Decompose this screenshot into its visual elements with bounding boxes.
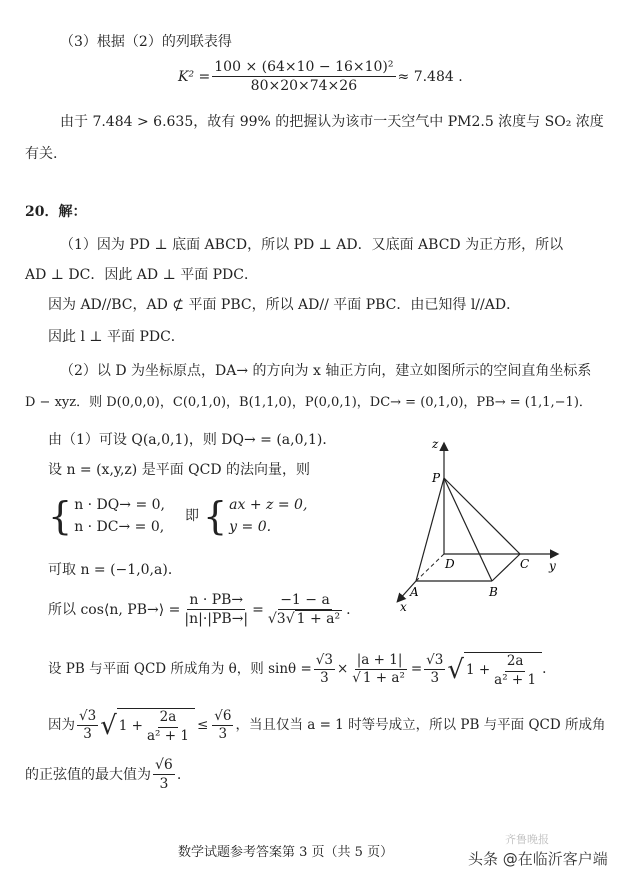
- q20-p2-line1: （2）以 D 为坐标原点，DA→ 的方向为 x 轴正方向，建立如图所示的空间直角坐标系: [60, 363, 592, 379]
- cos-lhs: 所以 cos⟨n, PB→⟩ =: [48, 601, 181, 618]
- sin-fraction-1: [314, 651, 335, 686]
- label-D: D: [445, 557, 455, 571]
- fin-fraction-3: [212, 707, 233, 742]
- fin-f1-num: √3: [77, 710, 98, 727]
- edge-BC: [492, 554, 520, 581]
- q20-p1-line3: 因为 AD//BC，AD ⊄ 平面 PBC，所以 AD// 平面 PBC．由已知得 l//AD．: [48, 297, 521, 313]
- cos-end: .: [346, 601, 351, 618]
- pyramid-figure: [392, 436, 567, 616]
- sin-f3-num: √3: [424, 654, 445, 671]
- final-line2: [25, 758, 181, 791]
- q20-p1-line2: AD ⊥ DC．因此 AD ⊥ 平面 PDC．: [25, 267, 258, 283]
- fin-l2-end: .: [176, 766, 182, 783]
- label-A: A: [410, 585, 419, 599]
- fin-radicand: [117, 708, 195, 743]
- q20-p2-line4: 设 n = (x,y,z) 是平面 QCD 的法向量，则: [48, 462, 311, 478]
- fin-l2-den: 3: [159, 776, 169, 792]
- k2-numerator: 100 × (64×10 − 16×10)²: [214, 59, 394, 75]
- k2-denominator: 80×20×74×26: [250, 78, 358, 94]
- edge-PC: [444, 478, 520, 554]
- system-eq4: y = 0.: [229, 519, 272, 535]
- sin-f4-den: a² + 1: [494, 671, 537, 688]
- fin-f3-num: √6: [212, 710, 233, 727]
- sin-fraction-3: [424, 651, 445, 686]
- system-eq1: n · DQ→ = 0,: [74, 497, 165, 513]
- faint-watermark: 齐鲁晚报: [505, 833, 549, 846]
- system-left: [74, 498, 165, 534]
- label-y: y: [549, 559, 556, 573]
- sin-equals: =: [410, 660, 423, 677]
- label-C: C: [520, 557, 530, 571]
- part3-conclusion-line2: 有关.: [25, 146, 58, 162]
- sin-f2-den-rad: 1 + a²: [362, 670, 405, 686]
- fin-f2-num: 2a: [158, 711, 179, 728]
- system-eq3: ax + z = 0,: [229, 497, 308, 513]
- system-ji: 即: [184, 508, 199, 524]
- sin-f1-num: √3: [314, 654, 335, 671]
- sin-times: ×: [336, 660, 349, 677]
- fin-in-1: 1 +: [118, 718, 143, 735]
- k2-lhs: K² =: [178, 68, 211, 85]
- cos-f2-den-b: 1 + a²: [296, 611, 341, 627]
- fin-pre: 因为: [48, 716, 75, 733]
- cos-fraction-2: [266, 593, 344, 626]
- fin-l2-num: √6: [155, 757, 173, 773]
- fin-f3-den: 3: [218, 726, 228, 742]
- part3-intro: （3）根据（2）的列联表得: [60, 34, 232, 50]
- sin-lhs: 设 PB 与平面 QCD 所成角为 θ，则 sinθ =: [48, 660, 312, 677]
- right-brace: {: [202, 494, 228, 538]
- equation-system: [48, 494, 308, 538]
- q20-heading: 20．解：: [25, 204, 87, 220]
- part3-conclusion-line1: 由于 7.484 > 6.635，故有 99% 的把握认为该市一天空气中 PM2.5 浓度与 SO₂ 浓度: [60, 114, 604, 130]
- label-x: x: [400, 600, 407, 614]
- q20-p1-line4: 因此 l ⊥ 平面 PDC．: [48, 329, 185, 345]
- final-inequality: [48, 708, 605, 743]
- sin-f2-num: |a + 1|: [355, 654, 405, 671]
- cos-f2-den-a: √3: [267, 611, 286, 627]
- sin-f2-den: √ 1 + a²: [352, 670, 405, 686]
- fin-sqrt-sign: √: [100, 710, 117, 741]
- sin-f1-den: 3: [320, 670, 329, 686]
- system-right: [229, 498, 307, 534]
- cos-fraction-1: [182, 593, 250, 626]
- sin-f4-num: 2a: [505, 655, 526, 672]
- cos-f1-num: n · PB→: [189, 592, 244, 608]
- q20-p2-line3: 由（1）可设 Q(a,0,1)，则 DQ→ = (a,0,1)．: [48, 432, 337, 448]
- k2-formula: [178, 60, 463, 93]
- fin-post: ，当且仅当 a = 1 时等号成立，所以 PB 与平面 QCD 所成角: [235, 716, 606, 733]
- cos-f2-den: √3√ 1 + a²: [267, 611, 341, 627]
- k2-rhs: ≈ 7.484 .: [397, 68, 463, 85]
- fin-fraction-2: [145, 711, 191, 743]
- sin-fraction-2: [350, 651, 409, 686]
- q20-p1-line1: （1）因为 PD ⊥ 底面 ABCD，所以 PD ⊥ AD．又底面 ABCD 为正方形，所以: [60, 237, 564, 253]
- q20-p2-line2: D − xyz．则 D(0,0,0)，C(0,1,0)，B(1,1,0)，P(0,0,1)，DC→ = (0,1,0)，PB→ = (1,1,−1)．: [25, 395, 592, 410]
- sin-end: .: [542, 660, 547, 677]
- left-brace: {: [48, 494, 73, 538]
- label-B: B: [489, 585, 498, 599]
- system-eq2: n · DC→ = 0,: [74, 519, 165, 535]
- label-z: z: [432, 437, 439, 451]
- sin-f3-den: 3: [430, 670, 440, 686]
- cos-formula: [48, 593, 351, 626]
- toutiao-watermark: 头条 @在临沂客户端: [468, 850, 608, 868]
- sin-in-1: 1 +: [465, 662, 491, 679]
- label-P: P: [432, 471, 441, 485]
- edge-PA: [416, 478, 444, 581]
- fin-le: ≤: [196, 716, 209, 733]
- fin-l2-fraction: [153, 758, 175, 791]
- sin-fraction-4: [492, 655, 538, 687]
- fin-f2-den: a² + 1: [146, 727, 189, 744]
- take-normal: 可取 n = (−1,0,a)．: [48, 562, 182, 578]
- sin-radicand: [464, 652, 542, 687]
- k2-fraction: [212, 60, 395, 93]
- sin-formula: [48, 652, 546, 687]
- cos-f1-den: |n|·|PB→|: [184, 611, 249, 627]
- sin-sqrt-sign: √: [447, 654, 464, 685]
- cos-equals: =: [252, 601, 264, 618]
- fin-l2-pre: 的正弦值的最大值为: [25, 766, 151, 783]
- page-footer: 数学试题参考答案第 3 页（共 5 页）: [178, 845, 394, 860]
- fin-fraction-1: [77, 707, 98, 742]
- fin-f1-den: 3: [83, 726, 92, 742]
- cos-f2-num: −1 − a: [280, 592, 330, 608]
